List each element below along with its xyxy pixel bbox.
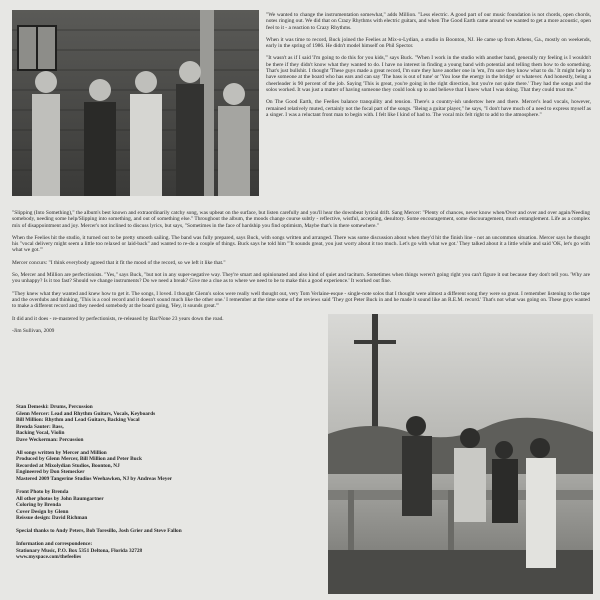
credit-line: Brenda Sauter: Bass, [16, 423, 64, 430]
credit-line: Mastered 2009 Tangerine Studios Weehawken, NJ by Andreas Meyer [16, 475, 173, 482]
credit-line: www.myspace.com/thefeelies [16, 554, 82, 561]
credit-line: Coloring by Brenda [16, 502, 61, 509]
credits-art [16, 489, 316, 522]
band-photo-porch [12, 10, 259, 196]
credit-line: Cover Design by Glenn [16, 508, 69, 515]
credits-lineup [16, 404, 316, 443]
credit-line: Engineered by Don Stemecker [16, 469, 85, 476]
credit-line: All other photos by John Baumgartner [16, 495, 104, 502]
paragraph: On The Good Earth, the Feelies balance tranquility and tension. There's a country-ish undertow here and there. Mercer's lead vocals, however, remained relatively muted, certainly not the focal part of the songs. "Being a guitar player," he says, "I don't have much of a need to express myself as a singer. I was a reluctant front man to begin with. I felt like I kind of had to. The vocal mix felt right to add to the atmosphere." [266, 99, 591, 118]
paragraph: "It wasn't as if I said 'I'm going to do this for you kids,'" says Buck. "When I work in the studio with another band, generally my feeling is I wouldn't be there if they didn't know what they wanted to do. I have no interest in finding a young band with potential and telling them how to do something. That's just bullshit. I thought 'These guys made a great record, I'm sure they have another one in 'em, I'm sure they know what to do.' It might help to have someone at the board who has ears and can say 'The bass is out of tune' or 'You lose the energy in the bridge' or whatever. And honestly, being a cheerleader is 90 percent of the job. Saying 'This is great, you're going in the right direction, but you're not quite there.' They had the songs and the solos worked. It was just a matter of having someone they could look up to and believe that I knew what I was doing. That they could trust me." [266, 55, 591, 93]
article-right-column [266, 12, 591, 124]
credit-line: Recorded at Mixolydian Studios, Boonton, NJ [16, 462, 120, 469]
author-signature: -Jim Sullivan, 2009 [12, 327, 55, 334]
credit-line: Special thanks to Andy Peters, Bob Toresillo, Josh Grier and Steve Fallon [16, 528, 182, 535]
band-photo-field [328, 314, 593, 594]
paragraph: "Slipping (Into Something)," the album's best known and extraordinarily catchy song, was upbeat on the surface, but listen carefully and you'll hear the downbeat lyrical drift. Sang Mercer: "Plenty of chances, never know when/Over and over and over again/Needing somebody, needing some help/Slipping into something, and out of something else." Throughout the album, the moods change course subtly - reflective, wistful, accepting, desultory. Some encouragement, some discouragement, much entanglement. Life as a complex mix of disappointment and joy. Mercer's not inclined to discuss lyrics, but says, "Sometimes in the face of hardship you find optimism, Maybe that's in there somewhere." [12, 210, 590, 229]
credit-line: Produced by Glenn Mercer, Bill Million and Peter Buck [16, 456, 142, 463]
paragraph: When it was time to record, Buck joined the Feelies at Mix-o-Lydian, a studio in Boonton, NJ. He came up from Athens, Ga., mostly on weekends, early in the spring of 1986. He didn't model himself on Phil Spector. [266, 36, 591, 50]
credit-line: Glenn Mercer: Lead and Rhythm Guitars, Vocals, Keyboards [16, 410, 156, 417]
credits-production [16, 450, 316, 483]
credit-line: Backing Vocal, Violin [16, 430, 65, 437]
album-credits [16, 404, 316, 567]
paragraph: Mercer concurs: "I think everybody agreed that it fit the mood of the record, so we left it like that." [12, 259, 226, 266]
credit-line: All songs written by Mercer and Million [16, 449, 107, 456]
credit-line: Dave Weckerman: Percussion [16, 436, 84, 443]
paragraph: It did and it does - re-mastered by perfectionists, re-released by Bar/None 23 years down the road. [12, 315, 224, 322]
credit-line: Bill Million: Rhythm and Lead Guitars, Backing Vocal [16, 417, 140, 424]
credit-line: Front Photo by Brenda [16, 489, 69, 496]
paragraph: When the Feelies hit the studio, it turned out to be pretty smooth sailing. The band was fully prepared, says Buck, with songs written and arranged. There was some discussion about when they'd hit the finish line - not an uncommon situation. Mercer says he thought his "vocal delivery might seem a little too relaxed or laid-back" and wanted to re-do a couple of things. Buck says he told him "'It sounds great, you just worry about it too much. Let's go with what we got.' They talked about it a little while and said 'OK, let's go with what we got.'" [12, 234, 590, 254]
paragraph: "We wanted to change the instrumentation somewhat," adds Million. "Less electric. A good part of our music foundation is not chords, open chords, notes ringing out. We did that on Crazy Rhythms with electric guitars, and when The Good Earth came around we wanted to get a more acoustic, open feel to it - a reaction to Crazy Rhythms. [266, 12, 591, 31]
credit-line: Information and correspondence: [16, 541, 93, 548]
paragraph: "They knew what they wanted and knew how to get it. The songs, I loved. I thought Glenn's solos were really well thought out, very Tom Verlaine-esque - single-note solos that I thought were almost a different song they were so great. I remember listening to the tape and the overdubs and thinking, 'This is a cool record and it doesn't sound much like the other one.' I remember at the time some of the reviews said 'They got Peter Buck in and he made it sound like an R.E.M. record.' That's not what was going on. These guys wanted to make a different record and they needed somebody at the board going, 'Hey, it sounds great.'" [12, 290, 590, 310]
credit-line: Stationary Music, P.O. Box 5351 Deltona, Florida 32728 [16, 547, 143, 554]
credits-contact [16, 541, 316, 561]
paragraph: So, Mercer and Million are perfectionists. "Yes," says Buck, "but not in any super-negative way. They're smart and opinionated and also kind of quiet and taciturn. Sometimes when things weren't going right you can't figure it out because they don't tell you. 'Why are you unhappy? Is it too fast? Should we change instruments? Do we need a break? Give me a clue as to where we need to be to make this a good experience.' It worked out fine. [12, 272, 590, 285]
credit-line: Stan Demeski: Drums, Percussion [16, 404, 93, 410]
credits-thanks [16, 528, 316, 535]
credit-line: Reissue design: David Richman [16, 515, 88, 522]
